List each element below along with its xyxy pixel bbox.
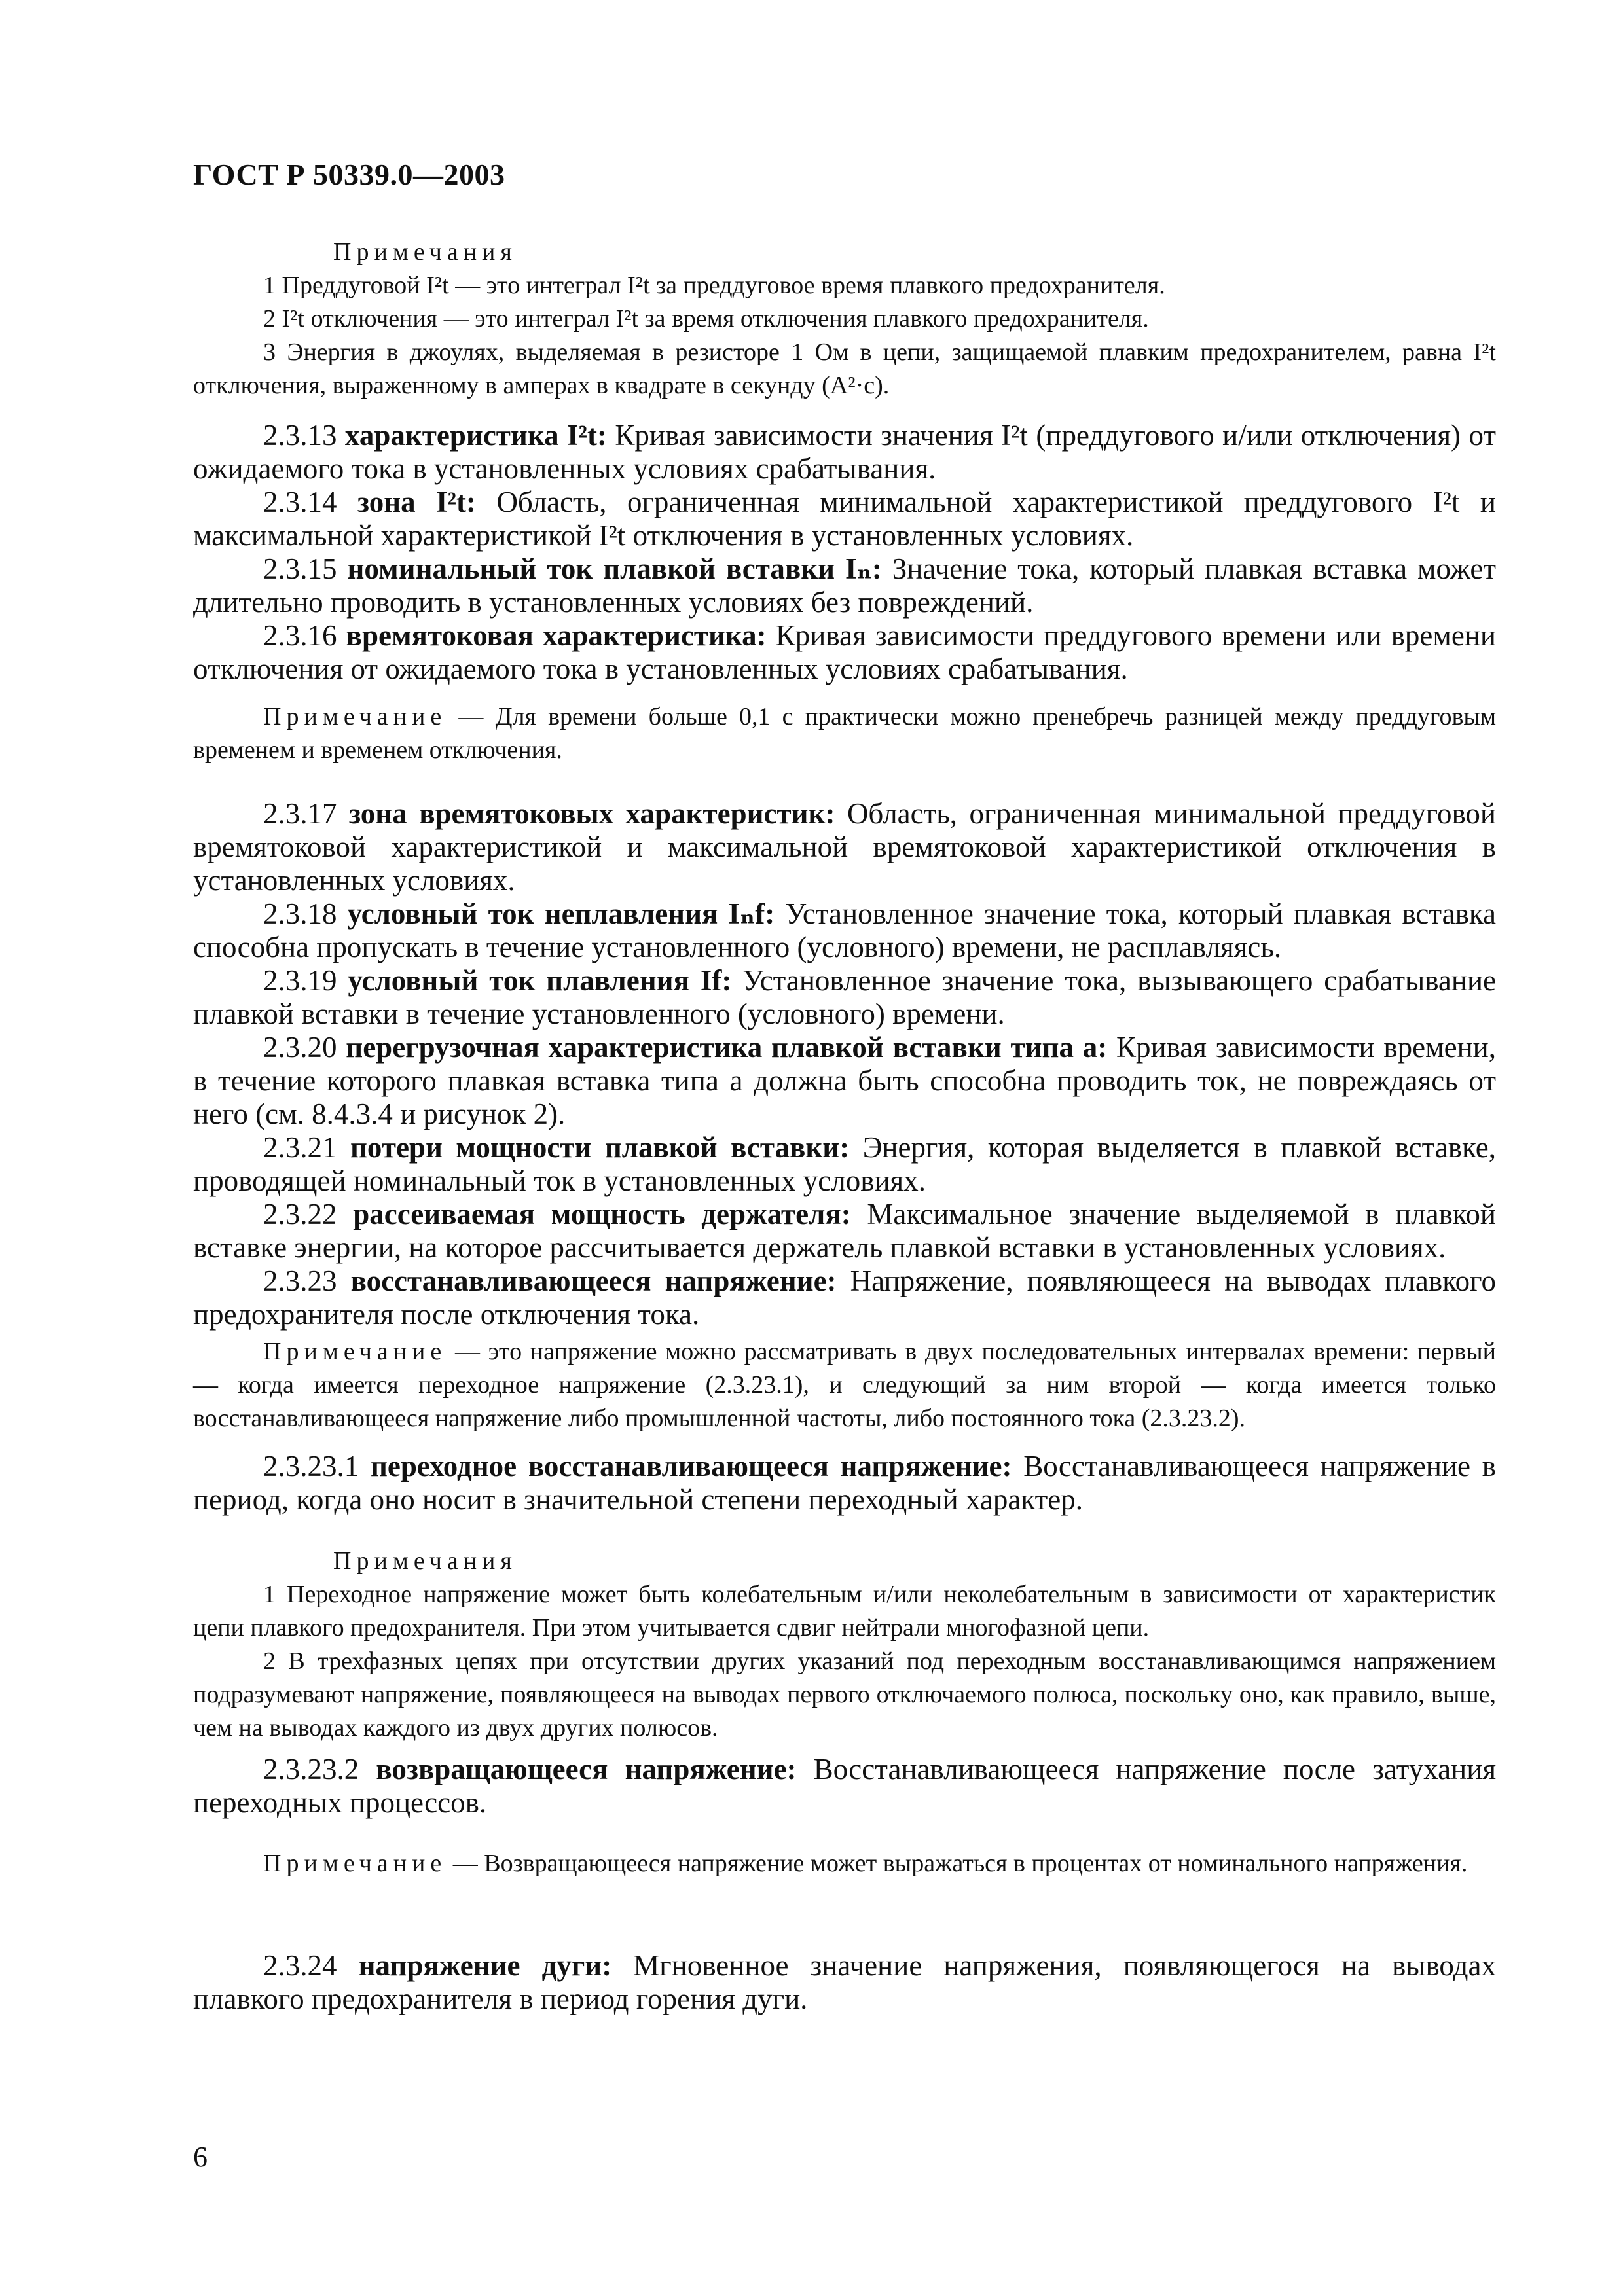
definition-text: Кривая зависимости преддугового времени или времени отключения от ожидаемого тока в установленных условиях срабатывания. [193,619,1497,685]
definitions-block-4 [193,1753,1496,1820]
definition-text: Восстанавливающееся напряжение после затухания переходных процессов. [193,1753,1497,1819]
definition-term: зона I²t: [357,486,477,518]
note-paragraph [193,1335,1496,1435]
definition-term: условный ток плавления If: [348,964,732,997]
definition-number: 2.3.22 [263,1198,337,1230]
definition-2-3-23 [193,1265,1496,1331]
definition-text: Напряжение, появляющееся на выводах плавкого предохранителя после отключения тока. [193,1265,1496,1331]
definition-term: перегрузочная характеристика плавкой вставки типа a: [346,1031,1108,1064]
definition-number: 2.3.13 [263,419,337,452]
definition-2-3-24 [193,1949,1496,2016]
definition-text: Область, ограниченная минимальной преддуговой времятоковой характеристикой и максимальной времятоковой характеристикой отключения в установленных условиях. [193,797,1497,897]
definition-number: 2.3.23.2 [263,1753,359,1785]
definition-2-3-23-1 [193,1450,1496,1516]
definition-text: Установленное значение тока, вызывающего срабатывание плавкой вставки в течение установленного (условного) времени. [193,964,1497,1030]
notes-title: Примечания [333,1547,517,1575]
note-paragraph [193,1847,1496,1880]
definition-term: возвращающееся напряжение: [376,1753,797,1785]
definition-term: переходное восстанавливающееся напряжение: [371,1450,1012,1482]
definition-2-3-23-2 [193,1753,1496,1820]
note-item: 3 Энергия в джоулях, выделяемая в резисторе 1 Ом в цепи, защищаемой плавким предохранителем, равна I²t отключения, выраженному в амперах в квадрате в секунду (А²·с). [193,338,1496,399]
definition-number: 2.3.20 [263,1031,337,1064]
note-label: Примечание [263,703,447,730]
note-text: — Для времени больше 0,1 с практически можно пренебречь разницей между преддуговым временем и временем отключения. [193,703,1497,764]
definitions-block-5 [193,1949,1496,2016]
definition-number: 2.3.18 [263,897,337,930]
definition-term: восстанавливающееся напряжение: [350,1265,837,1297]
definition-number: 2.3.15 [263,552,337,585]
page-number: 6 [193,2141,208,2173]
definition-text: Установленное значение тока, который плавкая вставка способна пропускать в течение установленного (условного) времени, не расплавляясь. [193,897,1496,963]
definition-2-3-20 [193,1031,1496,1131]
definition-number: 2.3.21 [263,1131,337,1164]
definition-text: Энергия, которая выделяется в плавкой вставке, проводящей номинальный ток в установленных условиях. [193,1131,1497,1197]
note-block-2 [193,700,1496,767]
definition-term: зона времятоковых характеристик: [348,797,835,830]
definition-2-3-16 [193,619,1496,686]
definition-number: 2.3.24 [263,1949,337,1982]
note-item: 2 I²t отключения — это интеграл I²t за время отключения плавкого предохранителя. [263,305,1149,332]
definition-text: Мгновенное значение напряжения, появляющегося на выводах плавкого предохранителя в период горения дуги. [193,1949,1496,2015]
definition-number: 2.3.17 [263,797,337,830]
definition-term: номинальный ток плавкой вставки Iₙ: [347,552,882,585]
note-item: 2 В трехфазных цепях при отсутствии других указаний под переходным восстанавливающимся напряжением подразумевают напряжение, появляющееся на выводах первого отключаемого полюса, поскольку оно, как правило, выше, чем на выводах каждого из двух других полюсов. [193,1647,1496,1742]
definition-term: характеристика I²t: [344,419,607,452]
definition-term: рассеиваемая мощность держателя: [353,1198,851,1230]
note-paragraph [193,700,1496,767]
note-block-5 [193,1847,1496,1880]
definitions-block-3 [193,1450,1496,1516]
definition-2-3-22 [193,1198,1496,1265]
definition-term: условный ток неплавления Iₙf: [347,897,775,930]
definition-term: напряжение дуги: [358,1949,612,1982]
notes-title: Примечания [333,238,517,266]
definition-number: 2.3.23 [263,1265,337,1297]
definition-number: 2.3.23.1 [263,1450,359,1482]
definition-number: 2.3.19 [263,964,337,997]
definition-2-3-14 [193,486,1496,552]
note-label: Примечание [263,1338,447,1365]
note-label: Примечание [263,1850,447,1877]
definitions-block-2 [193,797,1496,1331]
notes-block-4 [193,1545,1496,1745]
definition-number: 2.3.14 [263,486,337,518]
definitions-block-1 [193,419,1496,686]
definition-text: Максимальное значение выделяемой в плавкой вставке энергии, на которое рассчитывается держатель плавкой вставки в установленных условиях. [193,1198,1496,1264]
definition-2-3-18 [193,897,1496,964]
note-text: — это напряжение можно рассматривать в двух последовательных интервалах времени: первый — когда имеется переходное напряжение (2.3.23.1), и следующий за ним второй — когда имеется только восстанавливающееся напряжение либо промышленной частоты, либо постоянного тока (2.3.23.2). [193,1338,1497,1432]
definition-text: Кривая зависимости значения I²t (преддугового и/или отключения) от ожидаемого тока в установленных условиях срабатывания. [193,419,1497,485]
definition-2-3-17 [193,797,1496,897]
note-text: — Возвращающееся напряжение может выражаться в процентах от номинального напряжения. [452,1850,1468,1877]
note-block-3 [193,1335,1496,1435]
note-item: 1 Преддуговой I²t — это интеграл I²t за преддуговое время плавкого предохранителя. [263,272,1165,299]
definition-term: потери мощности плавкой вставки: [350,1131,850,1164]
definition-text: Область, ограниченная минимальной характеристикой преддугового I²t и максимальной характеристикой I²t отключения в установленных условиях. [193,486,1497,552]
definition-text: Восстанавливающееся напряжение в период, когда оно носит в значительной степени переходный характер. [193,1450,1497,1516]
definition-text: Значение тока, который плавкая вставка может длительно проводить в установленных условиях без повреждений. [193,552,1496,619]
definition-2-3-21 [193,1131,1496,1198]
definition-number: 2.3.16 [263,619,337,652]
notes-block-1 [193,236,1496,403]
document-header: ГОСТ Р 50339.0—2003 [193,158,505,191]
definition-2-3-19 [193,964,1496,1031]
definition-text: Кривая зависимости времени, в течение которого плавкая вставка типа a должна быть способна проводить ток, не повреждаясь от него (см. 8.4.3.4 и рисунок 2). [193,1031,1496,1130]
definition-term: времятоковая характеристика: [346,619,767,652]
note-item: 1 Переходное напряжение может быть колебательным и/или неколебательным в зависимости от характеристик цепи плавкого предохранителя. При этом учитывается сдвиг нейтрали многофазной цепи. [193,1581,1496,1641]
definition-2-3-15 [193,552,1496,619]
definition-2-3-13 [193,419,1496,486]
